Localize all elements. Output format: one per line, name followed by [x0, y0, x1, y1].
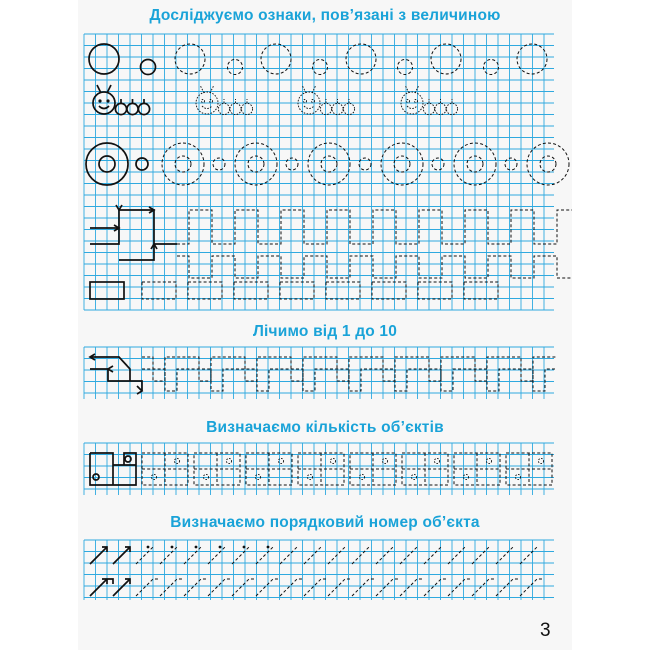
dashed-dot	[463, 474, 468, 479]
dashed-inner-ring	[175, 156, 191, 172]
dashed-diagonal	[136, 547, 153, 564]
dashed-rectangle	[418, 282, 452, 299]
caterpillar-smile	[99, 106, 109, 109]
dashed-box	[142, 453, 188, 485]
tracing-grid-object-count	[78, 441, 572, 501]
dashed-box	[402, 453, 448, 485]
dashed-diagonal	[232, 547, 249, 564]
big-circle-sample	[89, 44, 119, 74]
dashed-dot	[411, 474, 416, 479]
dashed-diagonal	[304, 547, 321, 564]
dashed-diagonal	[448, 579, 471, 596]
dashed-diagonal	[280, 579, 303, 596]
dashed-rectangle	[280, 282, 314, 299]
dashed-dot	[203, 474, 208, 479]
diagonal-arrows-bottom	[90, 579, 130, 596]
dashed-rectangle	[234, 282, 268, 299]
caterpillar-eye	[303, 99, 306, 102]
start-dot	[195, 546, 198, 549]
caterpillar-body-segment	[115, 103, 126, 114]
section-heading-size-features: Досліджуємо ознаки, пов’язані з величиною	[149, 7, 501, 24]
dashed-diagonal	[256, 579, 279, 596]
dashed-diagonal	[448, 547, 465, 564]
caterpillar-body-segment	[332, 103, 343, 114]
grid-lines	[84, 34, 554, 310]
dashed-small-circle	[359, 158, 371, 170]
tracing-grid-size	[78, 30, 572, 340]
dashed-diagonal	[520, 579, 543, 596]
dashed-diagonal	[280, 547, 297, 564]
dashed-rectangle	[188, 282, 222, 299]
start-dot	[171, 546, 174, 549]
dashed-dot	[538, 458, 543, 463]
section-heading-counting: Лічимо від 1 до 10	[252, 323, 398, 340]
dashed-box	[506, 453, 552, 485]
dashed-dot	[151, 474, 156, 479]
dashed-rectangle	[142, 282, 176, 299]
dashed-meander-bottom	[177, 256, 572, 278]
dashed-circle	[517, 44, 547, 74]
caterpillar-body-segment	[320, 103, 331, 114]
dot-sample	[93, 474, 99, 480]
tracing-grid-ordinal	[78, 538, 572, 608]
dashed-diagonal	[304, 579, 327, 596]
start-dot	[243, 546, 246, 549]
section-heading-object-count: Визначаємо кількість об’єктів	[206, 419, 444, 436]
dashed-diagonal	[328, 579, 351, 596]
dashed-diagonal	[376, 579, 399, 596]
caterpillar-body-segment	[343, 103, 354, 114]
caterpillar-eye	[406, 99, 409, 102]
workbook-page	[78, 0, 572, 650]
start-dot	[219, 546, 222, 549]
caterpillar-body-segment	[127, 103, 138, 114]
dashed-dot	[434, 458, 439, 463]
meander-sample	[90, 210, 177, 244]
dashed-circle	[261, 44, 291, 74]
caterpillar-body-segment	[218, 103, 229, 114]
tracing-grid-counting	[78, 345, 572, 405]
dashed-diagonal	[160, 579, 183, 596]
caterpillar-eye	[106, 99, 109, 102]
dashed-dot	[330, 458, 335, 463]
dashed-small-circle	[432, 158, 444, 170]
dashed-dot	[486, 458, 491, 463]
dashed-diagonal	[376, 547, 393, 564]
dashed-small-circle	[505, 158, 517, 170]
dashed-rectangle	[326, 282, 360, 299]
dashed-diagonal	[424, 547, 441, 564]
dashed-diagonal	[424, 579, 447, 596]
dashed-inner-ring	[540, 156, 556, 172]
grid-lines	[84, 347, 554, 399]
dashed-diagonal	[256, 547, 273, 564]
dashed-diagonal	[496, 547, 513, 564]
dashed-small-circle	[286, 158, 298, 170]
dashed-inner-ring	[394, 156, 410, 172]
dashed-dot	[307, 474, 312, 479]
dashed-diagonal	[232, 579, 255, 596]
dashed-diagonal	[328, 547, 345, 564]
dashed-diagonal	[496, 579, 519, 596]
dashed-diagonal	[184, 547, 201, 564]
caterpillar-body-segment	[241, 103, 252, 114]
dashed-dot	[174, 458, 179, 463]
dashed-small-circle	[213, 158, 225, 170]
section-heading-ordinal-number: Визначаємо порядковий номер об’єкта	[170, 514, 480, 531]
dashed-box	[246, 453, 292, 485]
dashed-rectangle	[372, 282, 406, 299]
dashed-diagonal	[520, 547, 537, 564]
arrowheads	[114, 205, 157, 249]
dashed-inner-ring	[321, 156, 337, 172]
dashed-circle	[228, 60, 243, 75]
dashed-rectangle	[464, 282, 498, 299]
dashed-circle	[484, 60, 499, 75]
arrowheads	[90, 354, 142, 394]
dashed-box	[350, 453, 396, 485]
dashed-circle	[398, 60, 413, 75]
diagonal-arrows-top	[90, 547, 130, 564]
dashed-dot	[515, 474, 520, 479]
caterpillar-eye	[201, 99, 204, 102]
dashed-circle	[175, 44, 205, 74]
small-circle-sample	[136, 158, 148, 170]
dashed-diagonal	[400, 547, 417, 564]
counting-sample	[90, 357, 142, 391]
dashed-diagonal	[400, 579, 423, 596]
caterpillar-eye	[98, 99, 101, 102]
dashed-dot	[226, 458, 231, 463]
start-dot	[147, 546, 150, 549]
dashed-diagonal	[136, 579, 159, 596]
start-dot	[267, 546, 270, 549]
caterpillar-smile	[407, 106, 417, 109]
caterpillar-smile	[304, 106, 314, 109]
dashed-diagonal	[352, 547, 369, 564]
dashed-inner-ring	[248, 156, 264, 172]
dashed-diagonal	[160, 547, 177, 564]
page-number: 3	[540, 620, 551, 641]
dashed-meander-top	[177, 210, 572, 244]
caterpillar-body-segment	[230, 103, 241, 114]
caterpillar-body-segment	[138, 103, 149, 114]
dashed-circle	[431, 44, 461, 74]
dashed-diagonal	[208, 579, 231, 596]
caterpillar-eye	[209, 99, 212, 102]
dashed-box	[454, 453, 500, 485]
